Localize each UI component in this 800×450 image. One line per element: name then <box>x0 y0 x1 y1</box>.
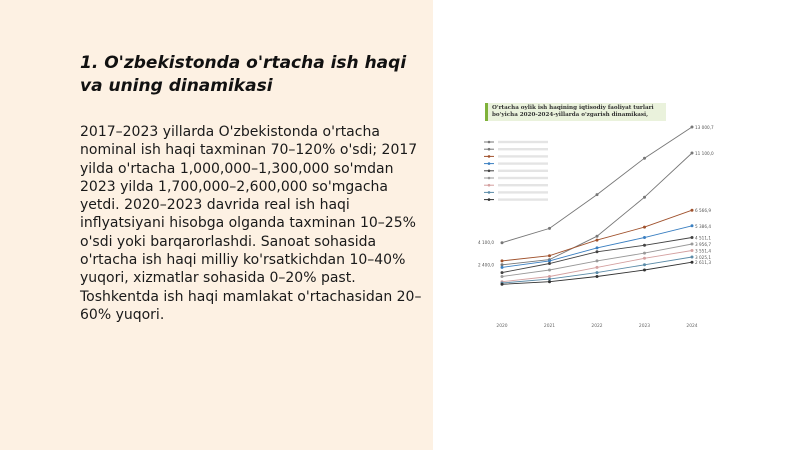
legend-marker <box>488 162 491 165</box>
data-point <box>548 227 551 230</box>
legend-label-placeholder <box>498 148 548 150</box>
end-value-label: 4 511,1 <box>695 235 711 241</box>
data-point <box>501 241 504 244</box>
data-point <box>596 239 599 242</box>
legend-marker <box>488 170 491 173</box>
data-point <box>643 252 646 255</box>
legend-label-placeholder <box>498 184 548 186</box>
data-point <box>643 269 646 272</box>
chart-svg <box>476 100 716 332</box>
data-point <box>548 262 551 265</box>
chart-title: O'rtacha oylik ish haqining iqtisodiy faoliyat turlari bo'yicha 2020-2024-yillarda o'zgarish dinamikasi, <box>485 103 666 121</box>
end-value-label: 3 025,1 <box>695 255 711 260</box>
data-point <box>548 259 551 262</box>
data-point <box>643 226 646 229</box>
legend-marker <box>488 155 491 158</box>
data-point <box>501 275 504 278</box>
slide-paragraph: 2017–2023 yillarda O'zbekistonda o'rtacha nominal ish haqi taxminan 70–120% o'sdi; 2017 yilda o'rtacha 1,000,000–1,300,000 so'mdan 2023 yilda 1,700,000–2,600,000 so'mgacha yetdi. 2020–2023 davrida real ish haqi inflyatsiyani hisobga olganda taxminan 10–25% o'sdi yoki barqarorlashdi. Sanoat sohasida o'rtacha ish haqi milliy ko'rsatkichdan 10–40% yuqori, xizmatlar sohasida 0–20% past. Toshkentda ish haqi mamlakat o'rtachasidan 20–60% yuqori. <box>80 124 422 323</box>
data-point <box>691 126 694 129</box>
legend-marker <box>488 198 491 201</box>
legend-marker <box>488 191 491 194</box>
data-point <box>596 266 599 269</box>
legend-label-placeholder <box>498 191 548 193</box>
line-chart <box>476 100 716 332</box>
x-tick-label: 2024 <box>686 324 698 329</box>
end-value-label: 2 611,3 <box>695 260 711 266</box>
legend-marker <box>488 141 491 144</box>
data-point <box>643 157 646 160</box>
end-value-label: 3 551,4 <box>695 248 711 254</box>
start-value-label: 2 400,0 <box>478 262 494 268</box>
data-point <box>691 224 694 227</box>
legend-label-placeholder <box>498 162 548 164</box>
end-value-label: 3 956,7 <box>695 242 711 247</box>
data-point <box>596 271 599 274</box>
data-point <box>596 259 599 262</box>
data-point <box>643 263 646 266</box>
legend-label-placeholder <box>498 170 548 172</box>
data-point <box>643 196 646 199</box>
data-point <box>596 246 599 249</box>
data-point <box>596 250 599 253</box>
data-point <box>501 271 504 274</box>
data-point <box>548 275 551 278</box>
x-tick-label: 2020 <box>496 324 508 329</box>
data-point <box>596 275 599 278</box>
end-value-label: 5 386,4 <box>695 223 711 229</box>
data-point <box>691 209 694 212</box>
legend-label-placeholder <box>498 141 548 143</box>
data-point <box>643 244 646 247</box>
data-point <box>548 269 551 272</box>
end-value-label: 13 000,7 <box>695 125 714 130</box>
x-tick-label: 2022 <box>591 324 603 329</box>
data-point <box>548 280 551 283</box>
end-value-label: 6 566,9 <box>695 208 711 214</box>
legend-marker <box>488 184 491 187</box>
end-value-label: 11 100,0 <box>695 151 714 156</box>
data-point <box>691 152 694 155</box>
data-point <box>691 236 694 239</box>
legend-label-placeholder <box>498 155 548 157</box>
data-point <box>501 266 504 269</box>
slide-title: 1. O'zbekistonda o'rtacha ish haqi va uning dinamikasi <box>80 53 407 96</box>
data-point <box>501 283 504 286</box>
data-point <box>596 235 599 238</box>
data-point <box>691 256 694 259</box>
legend-label-placeholder <box>498 177 548 179</box>
legend-marker <box>488 148 491 151</box>
data-point <box>548 254 551 257</box>
data-point <box>596 193 599 196</box>
legend-marker <box>488 177 491 180</box>
data-point <box>691 243 694 246</box>
start-value-label: 4 100,0 <box>478 240 494 246</box>
data-point <box>501 263 504 266</box>
legend-label-placeholder <box>498 198 548 200</box>
data-point <box>548 278 551 281</box>
x-tick-label: 2023 <box>638 324 651 329</box>
data-point <box>691 261 694 264</box>
data-point <box>643 257 646 260</box>
data-point <box>643 236 646 239</box>
x-tick-label: 2021 <box>543 324 556 329</box>
data-point <box>501 259 504 262</box>
data-point <box>691 249 694 252</box>
